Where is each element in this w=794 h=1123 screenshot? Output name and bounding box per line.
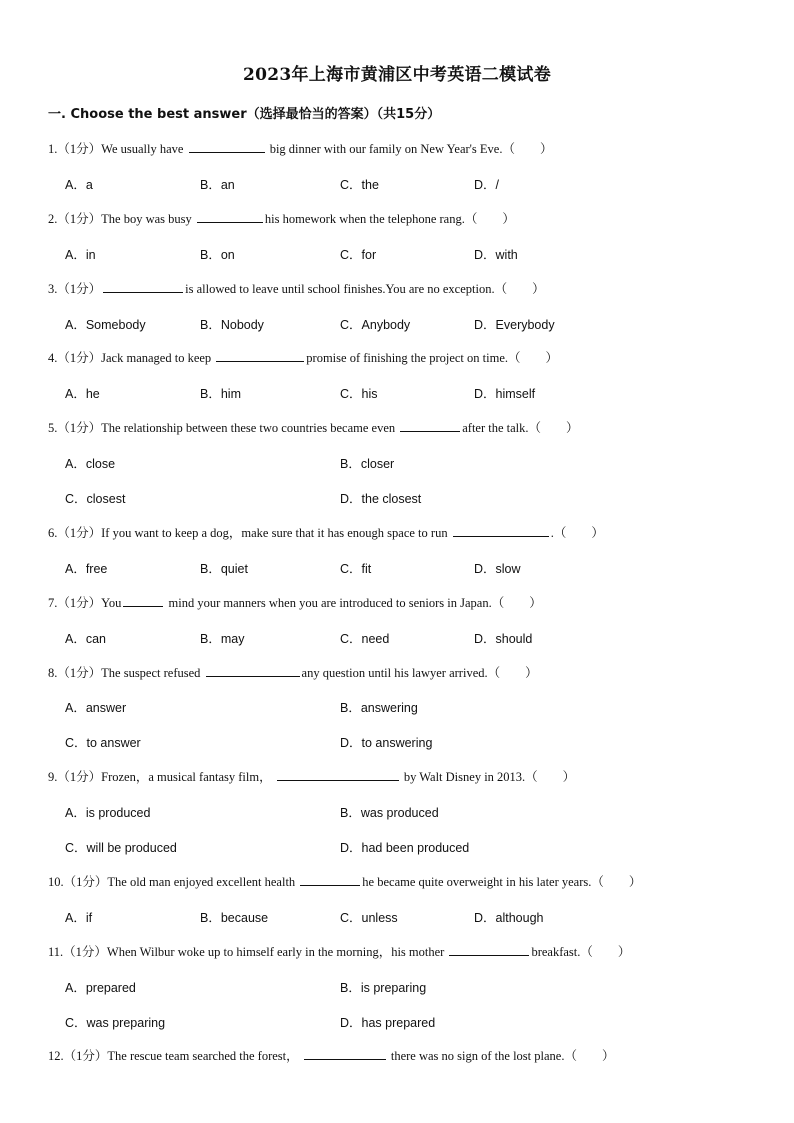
- answer-blank: [197, 210, 263, 223]
- option-c: C．fit: [340, 562, 372, 576]
- option-d: D．has prepared: [340, 1016, 436, 1030]
- answer-blank: [453, 524, 549, 537]
- question-text-after: any question until his lawyer arrived.（ ）: [301, 666, 538, 680]
- question-11: [48, 942, 768, 960]
- option-a: A．in: [65, 248, 96, 262]
- option-c: C．will be produced: [65, 841, 177, 855]
- question-text-before: Jack managed to keep: [101, 351, 212, 365]
- question-number: 12.（1分）: [48, 1049, 108, 1063]
- option-b: B．was produced: [340, 806, 439, 820]
- question-9: [48, 767, 768, 785]
- question-number: 9.（1分）: [48, 770, 102, 784]
- question-text-before: The relationship between these two countries became even: [101, 421, 396, 435]
- question-text-before: When Wilbur woke up to himself early in the morning，his mother: [106, 945, 445, 959]
- question-text-after: big dinner with our family on New Year's Eve.（ ）: [269, 142, 553, 156]
- question-text-after: he became quite overweight in his later years.（ ）: [362, 875, 642, 889]
- option-c: C．closest: [65, 492, 126, 506]
- question-4: [48, 348, 768, 366]
- option-b: B．Nobody: [200, 318, 264, 332]
- question-number: 5.（1分）: [48, 421, 102, 435]
- option-a: A．free: [65, 562, 108, 576]
- answer-blank: [216, 349, 304, 362]
- option-b: B．is preparing: [340, 981, 427, 995]
- question-number: 4.（1分）: [48, 351, 102, 365]
- option-d: D．although: [474, 911, 544, 925]
- option-c: C．Anybody: [340, 318, 411, 332]
- answer-blank: [103, 280, 183, 293]
- option-d: D．/: [474, 178, 500, 192]
- option-a: A．is produced: [65, 806, 151, 820]
- question-text-before: If you want to keep a dog，make sure that it has enough space to run: [101, 526, 448, 540]
- question-text-before: You: [101, 596, 122, 610]
- option-a: A．close: [65, 457, 116, 471]
- question-number: 6.（1分）: [48, 526, 102, 540]
- option-d: D．himself: [474, 387, 536, 401]
- question-text-before: The suspect refused: [101, 666, 201, 680]
- question-text-after: is allowed to leave until school finishes.You are no exception.（ ）: [185, 282, 545, 296]
- question-number: 11.（1分）: [48, 945, 107, 959]
- option-b: B．on: [200, 248, 235, 262]
- option-c: C．unless: [340, 911, 398, 925]
- question-text-after: after the talk.（ ）: [462, 421, 579, 435]
- answer-blank: [300, 873, 360, 886]
- option-b: B．quiet: [200, 562, 248, 576]
- question-text-before: The rescue team searched the forest，: [107, 1049, 299, 1063]
- option-b: B．him: [200, 387, 241, 401]
- question-text-before: Frozen，a musical fantasy film，: [101, 770, 272, 784]
- question-text-after: .（ ）: [550, 526, 604, 540]
- answer-blank: [449, 943, 529, 956]
- answer-blank: [206, 664, 300, 677]
- answer-blank: [123, 594, 163, 607]
- question-number: 3.（1分）: [48, 282, 102, 296]
- option-a: A．can: [65, 632, 106, 646]
- option-b: B．an: [200, 178, 235, 192]
- question-8: [48, 663, 768, 681]
- question-text-after: there was no sign of the lost plane.（ ）: [390, 1049, 615, 1063]
- question-7: [48, 593, 768, 611]
- answer-blank: [400, 419, 460, 432]
- option-a: A．a: [65, 178, 93, 192]
- option-b: B．may: [200, 632, 245, 646]
- option-d: D．Everybody: [474, 318, 555, 332]
- option-c: C．to answer: [65, 736, 141, 750]
- option-b: B．closer: [340, 457, 395, 471]
- option-c: C．need: [340, 632, 390, 646]
- answer-blank: [304, 1047, 386, 1060]
- question-text-before: We usually have: [101, 142, 184, 156]
- question-text-before: The old man enjoyed excellent health: [107, 875, 296, 889]
- question-number: 10.（1分）: [48, 875, 108, 889]
- option-c: C．was preparing: [65, 1016, 166, 1030]
- question-10: [48, 872, 768, 890]
- option-c: C．the: [340, 178, 379, 192]
- question-text-after: his homework when the telephone rang.（ ）: [264, 212, 515, 226]
- page-title: 2023年上海市黄浦区中考英语二模试卷: [242, 65, 551, 85]
- question-12: [48, 1046, 768, 1064]
- question-number: 7.（1分）: [48, 596, 102, 610]
- question-number: 8.（1分）: [48, 666, 102, 680]
- option-d: D．had been produced: [340, 841, 470, 855]
- question-text-after: mind your manners when you are introduced to seniors in Japan.（ ）: [168, 596, 542, 610]
- option-c: C．for: [340, 248, 377, 262]
- option-b: B．answering: [340, 701, 418, 715]
- question-1: [48, 139, 768, 157]
- question-text-after: by Walt Disney in 2013.（ ）: [403, 770, 576, 784]
- option-d: D．with: [474, 248, 518, 262]
- answer-blank: [189, 140, 265, 153]
- question-text-after: breakfast.（ ）: [531, 945, 631, 959]
- option-c: C．his: [340, 387, 378, 401]
- option-a: A．Somebody: [65, 318, 146, 332]
- option-d: D．to answering: [340, 736, 433, 750]
- question-3: [48, 279, 768, 297]
- question-2: [48, 209, 768, 227]
- option-a: A．if: [65, 911, 93, 925]
- option-a: A．answer: [65, 701, 127, 715]
- question-text-after: promise of finishing the project on time.（ ）: [306, 351, 558, 365]
- question-6: [48, 523, 768, 541]
- section-heading: 一. Choose the best answer（选择最恰当的答案）（共15分）: [48, 107, 441, 122]
- option-a: A．prepared: [65, 981, 136, 995]
- question-number: 1.（1分）: [48, 142, 102, 156]
- option-b: B．because: [200, 911, 269, 925]
- option-d: D．should: [474, 632, 533, 646]
- answer-blank: [277, 768, 399, 781]
- question-number: 2.（1分）: [48, 212, 102, 226]
- option-d: D．slow: [474, 562, 521, 576]
- option-d: D．the closest: [340, 492, 422, 506]
- question-text-before: The boy was busy: [101, 212, 192, 226]
- question-5: [48, 418, 768, 436]
- option-a: A．he: [65, 387, 100, 401]
